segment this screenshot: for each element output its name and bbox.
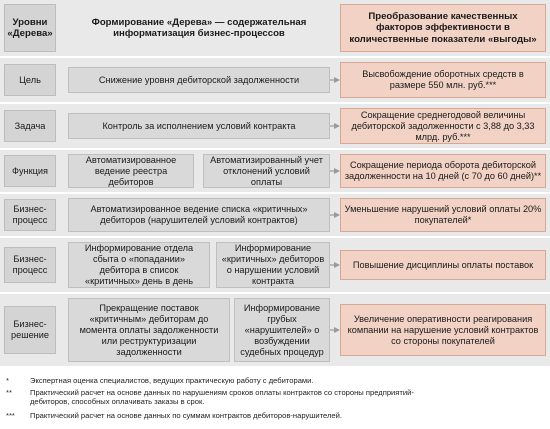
footnote-1-mark: * <box>6 376 9 385</box>
function-box-registry: Автоматизированное ведение реестра дебиторов <box>68 154 194 188</box>
footnote-1-text: Экспертная оценка специалистов, ведущих практическую работу с дебиторами. <box>30 376 314 385</box>
header-levels: Уровни «Дерева» <box>4 4 56 52</box>
level-function: Функция <box>4 155 56 187</box>
function-result: Сокращение периода оборота дебиторской задолженности на 10 дней (с 70 до 60 дней)** <box>340 154 546 188</box>
task-result: Сокращение среднегодовой величины дебиторской задолженности с 3,88 до 3,33 млрд. руб.*** <box>340 108 546 144</box>
decision-box-court-notice: Информирование грубых «нарушителей» о возбуждении судебных процедур <box>234 298 330 362</box>
decision-box-stop-supplies: Прекращение поставок «критичным» дебиторам до момента оплаты задолженности или реструктуризации задолженности <box>68 298 230 362</box>
footnote-2-text: Практический расчет на основе данных по нарушениям сроков оплаты контрактов со стороны предприятий-дебиторов, способных оплачивать заказы в срок. <box>30 388 414 407</box>
process-result-2: Повышение дисциплины оплаты поставок <box>340 250 546 280</box>
level-business-decision: Бизнес-решение <box>4 306 56 354</box>
header-benefit-conversion: Преобразование качественных факторов эффективности в количественные показатели «выгоды» <box>340 4 546 52</box>
level-goal: Цель <box>4 64 56 96</box>
function-box-deviations: Автоматизированный учет отклонений условий оплаты <box>203 154 330 188</box>
footnote-3 <box>6 411 546 421</box>
footnote-2 <box>6 388 446 408</box>
header-tree-formation: Формирование «Дерева» — содержательная информатизация бизнес-процессов <box>91 16 307 39</box>
goal-result: Высвобождение оборотных средств в размере 550 млн. руб.*** <box>340 62 546 98</box>
decision-result: Увеличение оперативности реагирования компании на нарушение условий контрактов со стороны покупателей <box>340 304 546 356</box>
level-business-process-1: Бизнес-процесс <box>4 199 56 231</box>
process-box-critical-list: Автоматизированное ведение списка «критичных» дебиторов (нарушителей условий контрактов) <box>68 198 330 232</box>
level-business-process-2: Бизнес-процесс <box>4 247 56 283</box>
process-box-inform-debtors: Информирование «критичных» дебиторов о нарушении условий контракта <box>216 242 330 288</box>
process-result-1: Уменьшение нарушений условий оплаты 20% покупателей* <box>340 198 546 232</box>
goal-box: Снижение уровня дебиторской задолженности <box>68 67 330 93</box>
footnote-1 <box>6 376 546 386</box>
task-box: Контроль за исполнением условий контракта <box>68 113 330 139</box>
footnote-2-mark: ** <box>6 388 12 397</box>
process-box-inform-sales: Информирование отдела сбыта о «попадании» дебитора в список «критичных» день в день <box>68 242 210 288</box>
level-task: Задача <box>4 110 56 142</box>
footnote-3-text: Практический расчет на основе данных по суммам контрактов дебиторов-нарушителей. <box>30 411 342 420</box>
footnote-3-mark: *** <box>6 411 15 420</box>
